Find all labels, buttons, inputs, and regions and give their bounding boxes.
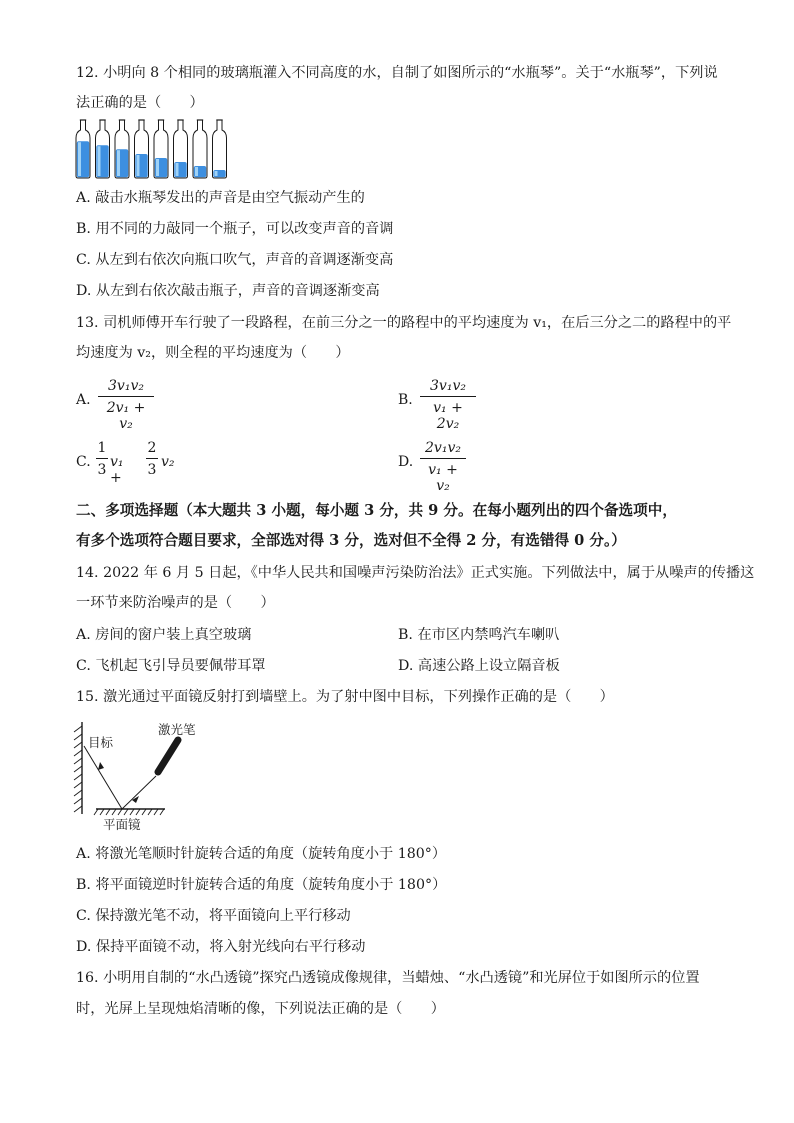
- section2-heading-line2: 有多个选项符合题目要求，全部选对得 3 分，选对但不全得 2 分，有选错得 0 分。）: [76, 532, 626, 549]
- q14-stem-line1: 14. 2022 年 6 月 5 日起，《中华人民共和国噪声污染防治法》正式实施。下列做法中，属于从噪声的传播这: [76, 565, 755, 581]
- water-bottle: [174, 120, 188, 178]
- water-bottle: [193, 120, 207, 178]
- q14-stem-line2: 一环节来防治噪声的是（ ）: [76, 595, 275, 611]
- water-bottle: [135, 120, 149, 178]
- section2-heading-line1: 二、多项选择题（本大题共 3 小题，每小题 3 分，共 9 分。在每小题列出的四个备选项中，: [76, 502, 677, 519]
- q12-option-a: A. 敲击水瓶琴发出的声音是由空气振动产生的: [76, 190, 365, 206]
- q13-option-a-fraction: [98, 378, 154, 432]
- water-bottle: [154, 120, 168, 178]
- bottle-water-highlight: [215, 171, 218, 176]
- q13-option-d-label: D.: [398, 454, 414, 470]
- q13-option-d-numerator: 2v₁v₂: [425, 440, 461, 456]
- q13-option-a-denominator: 2v₁ + v₂: [106, 400, 146, 432]
- q13-option-b-numerator: 3v₁v₂: [430, 378, 466, 394]
- q13-option-a-numerator: 3v₁v₂: [108, 378, 144, 394]
- laser-pen-label: 激光笔: [158, 722, 196, 737]
- q12-stem-line2: 法正确的是（ ）: [76, 95, 204, 111]
- q14-option-d: D. 高速公路上设立隔音板: [398, 658, 560, 674]
- q14-option-b: B. 在市区内禁鸣汽车喇叭: [398, 627, 560, 643]
- q14-option-a: A. 房间的窗户装上真空玻璃: [76, 627, 252, 643]
- q13-option-c-label: C.: [76, 454, 91, 470]
- q15-option-a: A. 将激光笔顺时针旋转合适的角度（旋转角度小于 180°）: [76, 846, 447, 862]
- q13-option-b-label: B.: [398, 392, 413, 408]
- q13-option-a-label: A.: [76, 392, 91, 408]
- incident-ray: [122, 776, 156, 809]
- water-bottle: [115, 120, 129, 178]
- reflected-arrow-icon: [98, 762, 104, 770]
- q13-option-c-term1: v₁ +: [110, 454, 124, 486]
- q16-stem-line2: 时，光屏上呈现烛焰清晰的像，下列说法正确的是（ ）: [76, 1001, 445, 1017]
- mirror-label: 平面镜: [103, 817, 141, 832]
- q14-option-c: C. 飞机起飞引导员要佩带耳罩: [76, 658, 266, 674]
- q13-option-c-term2: v₂: [161, 454, 175, 470]
- q13-option-c-frac1: 1 3: [97, 440, 107, 478]
- q13-stem-line2: 均速度为 v₂，则全程的平均速度为（ ）: [76, 345, 350, 361]
- q12-option-d: D. 从左到右依次敲击瓶子，声音的音调逐渐变高: [76, 283, 380, 299]
- bottle-outline: [213, 120, 227, 178]
- mirror-hatching: [94, 809, 164, 815]
- bottle-water-highlight: [117, 150, 120, 176]
- water-bottles-figure: [74, 118, 234, 180]
- q13-option-c-frac2: 2 3: [147, 440, 157, 478]
- q13-option-d-denominator: v₁ + v₂: [428, 462, 458, 494]
- q12-option-c: C. 从左到右依次向瓶口吹气，声音的音调逐渐变高: [76, 252, 394, 268]
- water-bottle: [213, 120, 227, 178]
- wall-hatching: [74, 726, 82, 812]
- target-label: 目标: [88, 735, 114, 750]
- q15-option-c: C. 保持激光笔不动，将平面镜向上平行移动: [76, 908, 351, 924]
- reflected-ray: [84, 746, 122, 809]
- q13-option-d-fraction: [420, 440, 466, 494]
- bottle-water-highlight: [176, 163, 179, 176]
- bottle-water-highlight: [195, 167, 198, 176]
- q15-stem: 15. 激光通过平面镜反射打到墙壁上。为了射中图中目标，下列操作正确的是（ ）: [76, 689, 614, 705]
- q16-stem-line1: 16. 小明用自制的“水凸透镜”探究凸透镜成像规律，当蜡烛、“水凸透镜”和光屏位于如图所示的位置: [76, 970, 700, 986]
- bottle-water-highlight: [156, 159, 159, 176]
- q12-option-b: B. 用不同的力敲同一个瓶子，可以改变声音的音调: [76, 221, 394, 237]
- bottle-water-highlight: [137, 155, 140, 176]
- q15-option-b: B. 将平面镜逆时针旋转合适的角度（旋转角度小于 180°）: [76, 877, 447, 893]
- q15-option-d: D. 保持平面镜不动，将入射光线向右平行移动: [76, 939, 366, 955]
- water-bottle: [96, 120, 110, 178]
- bottle-water-highlight: [78, 142, 81, 176]
- q13-option-b-fraction: [420, 378, 476, 432]
- water-bottle: [76, 120, 90, 178]
- laser-pen-icon: [158, 740, 178, 772]
- q12-stem-line1: 12. 小明向 8 个相同的玻璃瓶灌入不同高度的水，自制了如图所示的“水瓶琴”。关于“水瓶琴”，下列说: [76, 65, 718, 81]
- q13-option-b-denominator: v₁ + 2v₂: [433, 400, 463, 432]
- incident-arrow-icon: [132, 796, 139, 803]
- bottle-water-highlight: [98, 146, 101, 176]
- q13-stem-line1: 13. 司机师傅开车行驶了一段路程，在前三分之一的路程中的平均速度为 v₁，在后三分之二的路程中的平: [76, 315, 732, 331]
